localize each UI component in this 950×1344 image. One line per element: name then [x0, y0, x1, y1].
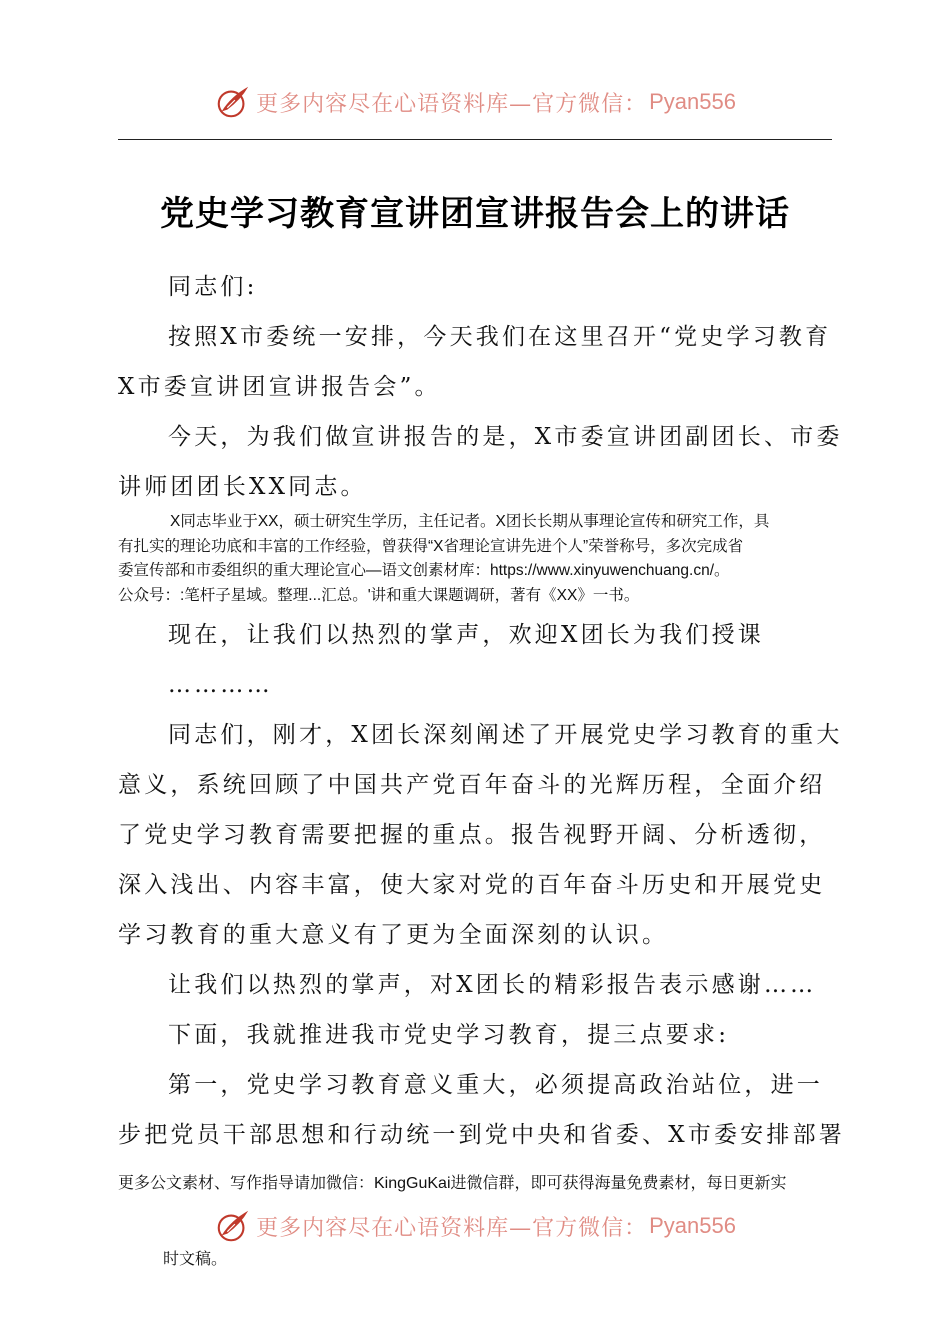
- document-title: 党史学习教育宣讲团宣讲报告会上的讲话: [160, 194, 790, 234]
- text-line: 学习教育的重大意义有了更为全面深刻的认识。: [118, 922, 669, 948]
- paragraph-bio: [118, 510, 832, 608]
- text-line: 第一，党史学习教育意义重大，必须提高政治站位，进一: [168, 1072, 823, 1098]
- footer-note: 更多公文素材、写作指导请加微信：KingGuKai进微信群，即可获得海量免费素材，每日更新实: [118, 1175, 787, 1192]
- text-line: 让我们以热烈的掌声，对X团长的精彩报告表示感谢……: [168, 972, 817, 998]
- text-line: 步把党员干部思想和行动统一到党中央和省委、X市委安排部署: [118, 1122, 845, 1148]
- text-line: 意义，系统回顾了中国共产党百年奋斗的光辉历程，全面介绍: [118, 772, 826, 798]
- text-line: X同志毕业于XX，硕士研究生学历，主任记者。X团长长期从事理论宣传和研究工作，具: [170, 513, 770, 530]
- text-line: 按照X市委统一安排，今天我们在这里召开“党史学习教育: [168, 324, 832, 350]
- text-line: 同志们:: [168, 274, 258, 300]
- paragraph-ellipsis: [118, 660, 832, 710]
- watermark-text: 更多内容尽在心语资料库—官方微信：: [256, 91, 648, 117]
- text-line: …………: [168, 672, 273, 698]
- paragraph-intro: [118, 312, 832, 412]
- footer-watermark: [0, 1204, 950, 1248]
- text-line: 了党史学习教育需要把握的重点。报告视野开阔、分析透彻，: [118, 822, 826, 848]
- paragraph-requirements: [118, 1010, 832, 1060]
- quill-logo-icon: [214, 83, 252, 121]
- paragraph-speaker: [118, 412, 843, 512]
- paragraph-greeting: [118, 262, 832, 312]
- text-line: 今天，为我们做宣讲报告的是，X市委宣讲团副团长、市委: [168, 424, 843, 450]
- watermark-id: Pyan556: [649, 1213, 736, 1238]
- paragraph-welcome: [118, 610, 832, 660]
- paragraph-first-point: [118, 1060, 845, 1160]
- text-line: 讲师团团长XX同志。: [118, 474, 367, 500]
- text-line: X市委宣讲团宣讲报告会”。: [118, 374, 441, 400]
- text-line: 下面，我就推进我市党史学习教育，提三点要求:: [168, 1022, 730, 1048]
- header-rule: [118, 139, 832, 140]
- text-line: 有扎实的理论功底和丰富的工作经验，曾获得“X省理论宣讲先进个人”荣誉称号，多次完成省: [118, 537, 744, 555]
- paragraph-summary: [118, 710, 843, 960]
- text-line: 公众号：:笔杆子星域。整理...汇总。'讲和重大课题调研，著有《XX》一书。: [118, 586, 640, 604]
- footer-tail: 时文稿。: [163, 1251, 228, 1268]
- text-line: 现在，让我们以热烈的掌声，欢迎X团长为我们授课: [168, 622, 764, 648]
- text-line: 同志们，刚才，X团长深刻阐述了开展党史学习教育的重大: [168, 722, 843, 748]
- text-line: 深入浅出、内容丰富，使大家对党的百年奋斗历史和开展党史: [118, 872, 826, 898]
- quill-logo-icon: [214, 1207, 252, 1245]
- text-line: 委宣传部和市委组织的重大理论宣心—语文创素材库：https://www.xinyuwenchuang.cn/。: [118, 562, 730, 579]
- watermark-id: Pyan556: [649, 89, 736, 114]
- header-watermark: [0, 80, 950, 124]
- paragraph-thanks: [118, 960, 832, 1010]
- watermark-text: 更多内容尽在心语资料库—官方微信：: [256, 1215, 648, 1241]
